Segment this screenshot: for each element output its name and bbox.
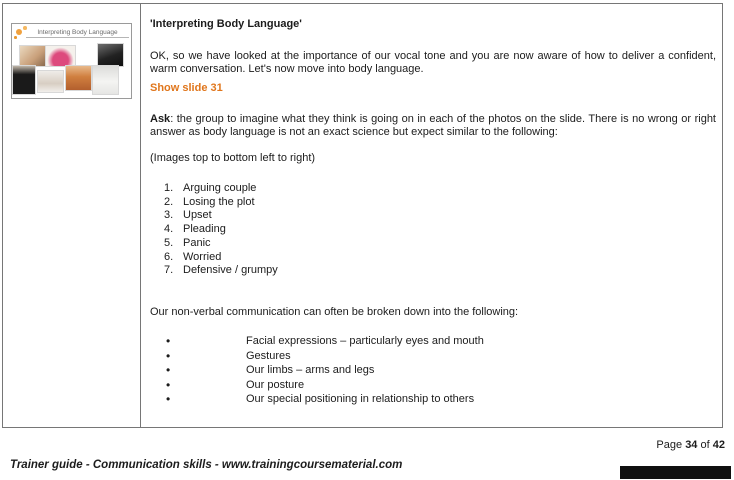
list-item: Losing the plot [183,195,255,208]
orange-dot-icon [16,29,22,35]
list-item: Worried [183,250,222,263]
page-current: 34 [685,439,698,451]
thumb-photo-panic [38,71,63,92]
list-item: Defensive / grumpy [183,264,278,277]
text-column [142,4,722,427]
list-item: • Our special positioning in relationship to others [150,392,484,407]
list-item: • Gestures [150,349,484,364]
black-redaction-bar [620,466,731,479]
footer-credit: Trainer guide - Communication skills - www.trainingcoursematerial.com [10,459,403,471]
ask-paragraph [150,113,716,139]
page-title: 'Interpreting Body Language' [150,18,302,30]
nonverbal-list [150,334,484,407]
list-item: • Our limbs – arms and legs [150,363,484,378]
of-label: of [700,439,710,451]
thumb-photo-defensive-grumpy [93,66,118,94]
list-item: Pleading [183,223,226,236]
list-item: • Facial expressions – particularly eyes and mouth [150,334,484,349]
show-slide-label: Show slide 31 [150,82,223,94]
photo-descriptions-list [150,182,278,278]
thumb-photo-arguing-couple [20,46,45,66]
orange-dot-icon [14,36,17,39]
intro-paragraph: OK, so we have looked at the importance of our vocal tone and you are now aware of how to deliver a confident, warm conversation. Let's now move into body language. [150,50,716,75]
thumb-photo-worried [66,66,91,90]
content-table [2,3,723,428]
thumbnail-title: Interpreting Body Language [26,28,129,38]
thumb-photo-pleading [13,66,35,94]
images-note: (Images top to bottom left to right) [150,152,316,164]
page-label: Page [656,439,683,451]
thumb-photo-losing-the-plot [46,46,75,66]
thumb-photo-upset [98,44,123,66]
list-item: • Our posture [150,378,484,393]
slide-thumbnail [11,23,132,99]
list-item: Panic [183,236,211,249]
list-item: Upset [183,209,212,222]
slide-column [3,4,141,427]
list-item: Arguing couple [183,182,257,194]
ask-label: Ask [150,113,171,125]
nonverbal-intro: Our non-verbal communication can often be broken down into the following: [150,306,519,318]
ask-text: : the group to imagine what they think is going on in each of the photos on the slide. There is no wrong or right answer as body language is not an exact science but expect similar to the following: [150,113,716,138]
page-total: 42 [712,439,725,451]
page-number [656,439,725,452]
